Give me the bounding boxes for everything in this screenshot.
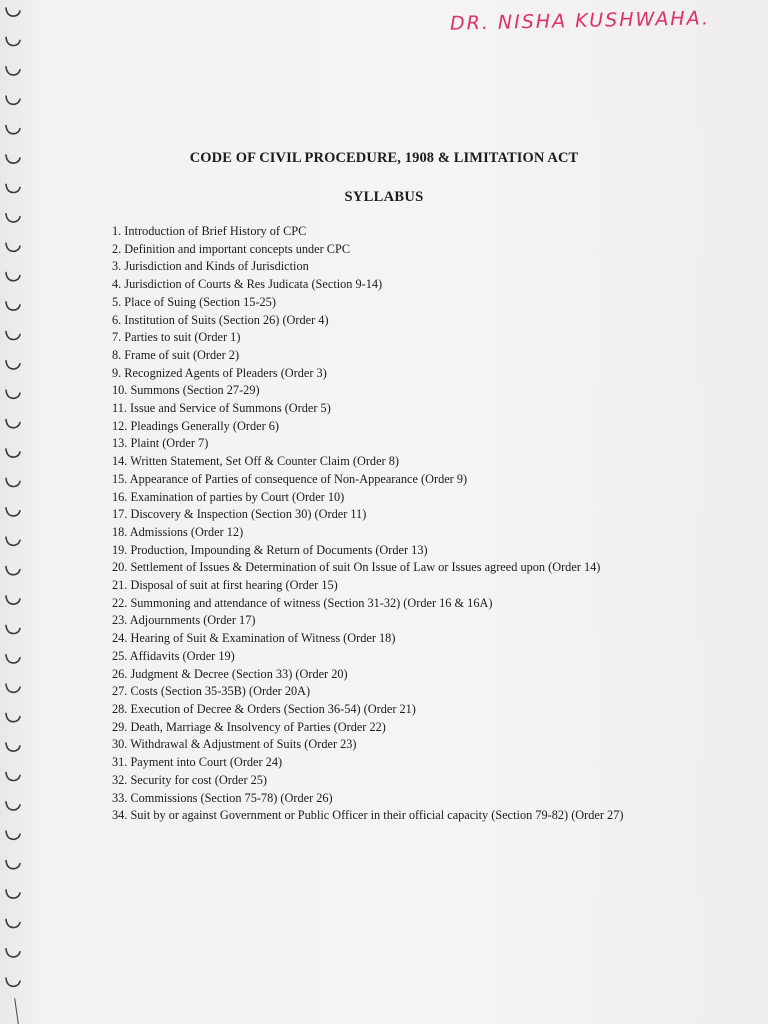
syllabus-item: 2. Definition and important concepts under CPC bbox=[112, 241, 351, 256]
binding-hole-mark bbox=[6, 537, 20, 545]
binding-hole-mark bbox=[6, 919, 20, 927]
syllabus-item: 28. Execution of Decree & Orders (Section 36-54) (Order 21) bbox=[112, 701, 416, 716]
binding-hole-mark bbox=[6, 596, 20, 604]
syllabus-item: 9. Recognized Agents of Pleaders (Order 3) bbox=[112, 365, 327, 380]
binding-hole-mark bbox=[6, 449, 20, 457]
syllabus-item: 15. Appearance of Parties of consequence of Non-Appearance (Order 9) bbox=[112, 471, 468, 486]
syllabus-item: 23. Adjournments (Order 17) bbox=[112, 613, 256, 628]
syllabus-item: 21. Disposal of suit at first hearing (Order 15) bbox=[112, 578, 338, 593]
syllabus-item: 14. Written Statement, Set Off & Counter Claim (Order 8) bbox=[112, 454, 399, 469]
binding-hole-mark bbox=[6, 331, 20, 339]
syllabus-item: 31. Payment into Court (Order 24) bbox=[112, 755, 283, 770]
binding-hole-mark bbox=[6, 802, 20, 810]
syllabus-list bbox=[112, 223, 672, 825]
binding-hole-mark bbox=[6, 478, 20, 486]
binding-hole-mark bbox=[6, 949, 20, 957]
binding-hole-mark bbox=[6, 890, 20, 898]
syllabus-item: 32. Security for cost (Order 25) bbox=[112, 772, 268, 787]
binding-hole-mark bbox=[6, 37, 20, 45]
handwritten-signature: DR. NISHA KUSHWAHA. bbox=[449, 7, 711, 35]
binding-hole-mark bbox=[6, 831, 20, 839]
syllabus-item: 33. Commissions (Section 75-78) (Order 26) bbox=[112, 790, 333, 805]
binding-hole-mark bbox=[6, 214, 20, 222]
syllabus-item: 3. Jurisdiction and Kinds of Jurisdiction bbox=[112, 259, 309, 274]
binding-hole-mark bbox=[6, 714, 20, 722]
binding-hole-mark bbox=[6, 420, 20, 428]
binding-hole-mark bbox=[6, 361, 20, 369]
syllabus-item: 29. Death, Marriage & Insolvency of Parties (Order 22) bbox=[112, 719, 386, 734]
syllabus-item: 25. Affidavits (Order 19) bbox=[112, 648, 235, 663]
syllabus-item: 34. Suit by or against Government or Public Officer in their official capacity (Section 79-82) (Order 27) bbox=[112, 808, 624, 823]
binding-hole-mark bbox=[6, 567, 20, 575]
binding-hole-mark bbox=[6, 655, 20, 663]
syllabus-item: 10. Summons (Section 27-29) bbox=[112, 383, 260, 398]
syllabus-item: 6. Institution of Suits (Section 26) (Order 4) bbox=[112, 312, 329, 327]
binding-hole-mark bbox=[6, 8, 20, 16]
syllabus-item: 18. Admissions (Order 12) bbox=[112, 524, 244, 539]
binding-hole-mark bbox=[6, 508, 20, 516]
binding-hole-mark bbox=[6, 625, 20, 633]
syllabus-item: 4. Jurisdiction of Courts & Res Judicata (Section 9-14) bbox=[112, 277, 383, 292]
binding-hole-mark bbox=[6, 243, 20, 251]
syllabus-item: 20. Settlement of Issues & Determination of suit On Issue of Law or Issues agreed upon (Order 14) bbox=[112, 560, 601, 575]
syllabus-item: 24. Hearing of Suit & Examination of Witness (Order 18) bbox=[112, 631, 396, 646]
binding-hole-mark bbox=[6, 390, 20, 398]
syllabus-item: 27. Costs (Section 35-35B) (Order 20A) bbox=[112, 684, 311, 699]
syllabus-item: 22. Summoning and attendance of witness (Section 31-32) (Order 16 & 16A) bbox=[112, 595, 493, 610]
syllabus-item: 12. Pleadings Generally (Order 6) bbox=[112, 418, 279, 433]
document-title: CODE OF CIVIL PROCEDURE, 1908 & LIMITATION ACT bbox=[189, 150, 579, 166]
syllabus-item: 7. Parties to suit (Order 1) bbox=[112, 330, 241, 345]
syllabus-item: 13. Plaint (Order 7) bbox=[112, 436, 209, 451]
binding-hole-mark bbox=[6, 273, 20, 281]
binding-hole-mark bbox=[6, 861, 20, 869]
syllabus-item: 5. Place of Suing (Section 15-25) bbox=[112, 294, 276, 309]
binding-hole-mark bbox=[6, 302, 20, 310]
syllabus-item: 30. Withdrawal & Adjustment of Suits (Order 23) bbox=[112, 737, 357, 752]
binding-hole-mark bbox=[6, 978, 20, 986]
syllabus-item: 19. Production, Impounding & Return of Documents (Order 13) bbox=[112, 542, 428, 557]
binding-hole-mark bbox=[6, 684, 20, 692]
syllabus-item: 17. Discovery & Inspection (Section 30) (Order 11) bbox=[112, 507, 367, 522]
binding-hole-mark bbox=[6, 67, 20, 75]
binding-hole-mark bbox=[6, 126, 20, 134]
syllabus-item: 8. Frame of suit (Order 2) bbox=[112, 347, 240, 362]
binding-hole-mark bbox=[6, 743, 20, 751]
syllabus-item: 26. Judgment & Decree (Section 33) (Order 20) bbox=[112, 666, 348, 681]
syllabus-item: 16. Examination of parties by Court (Order 10) bbox=[112, 489, 345, 504]
binding-hole-mark bbox=[6, 772, 20, 780]
syllabus-item: 11. Issue and Service of Summons (Order 5) bbox=[112, 401, 331, 416]
syllabus-item: 1. Introduction of Brief History of CPC bbox=[112, 224, 307, 238]
document-subtitle: SYLLABUS bbox=[344, 189, 424, 205]
binding-hole-mark bbox=[6, 96, 20, 104]
